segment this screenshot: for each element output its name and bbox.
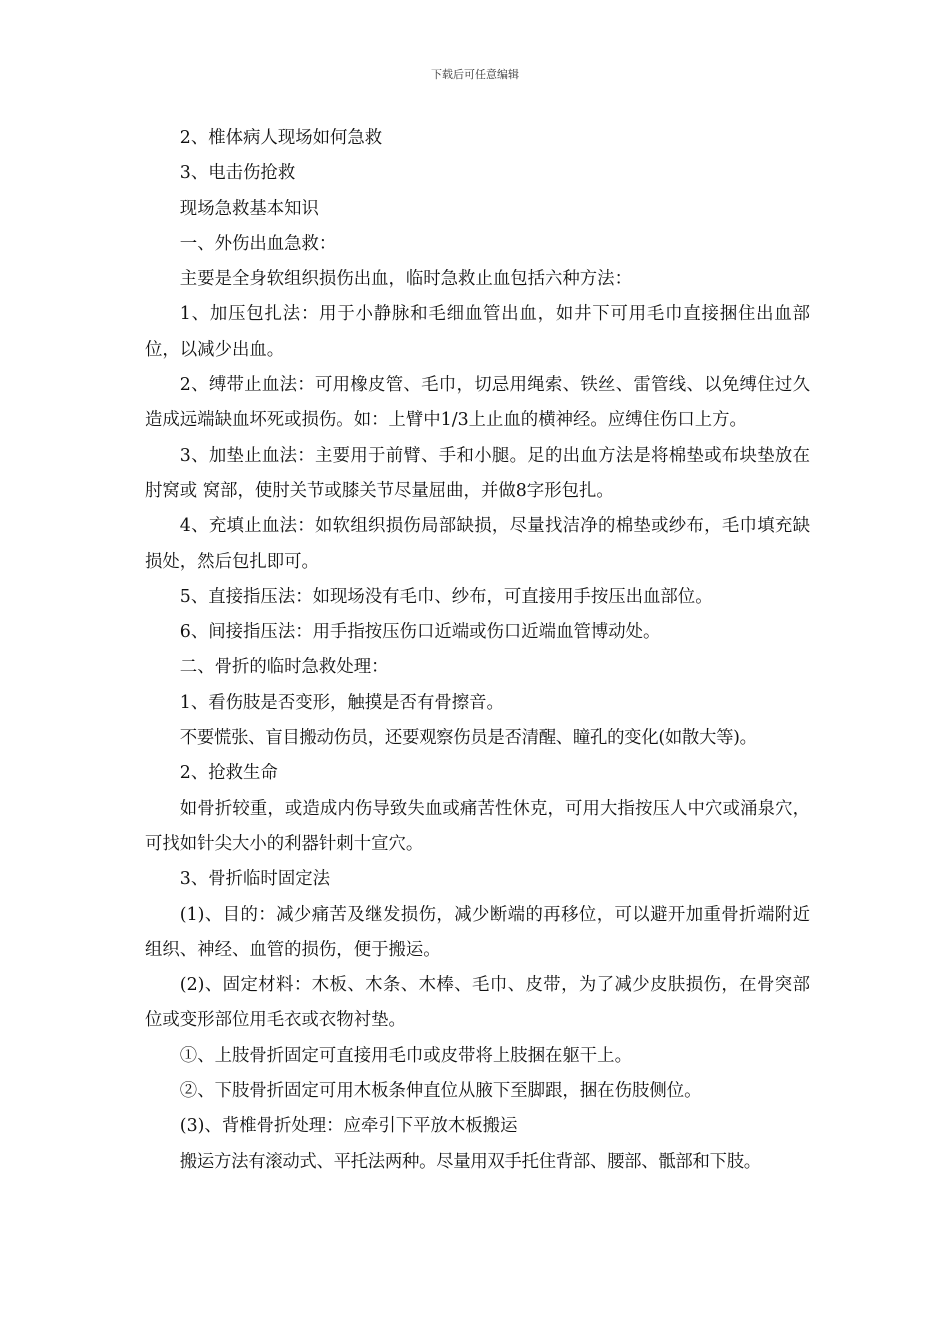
paragraph: 3、电击伤抢救 <box>179 163 296 184</box>
paragraph: ①、上肢骨折固定可直接用毛巾或皮带将上肢捆在躯干上。 <box>179 1045 632 1066</box>
paragraph: 2、抢救生命 <box>179 763 278 784</box>
paragraph: 3、加垫止血法：主要用于前臂、手和小腿。足的出血方法是将棉垫或布块垫放在肘窝或 窝部，使肘关节或膝关节尽量屈曲，并做8字形包扎。 <box>145 445 810 501</box>
paragraph: 搬运方法有滚动式、平托法两种。尽量用双手托住背部、腰部、骶部和下肢。 <box>179 1151 761 1172</box>
paragraph: (2)、固定材料：木板、木条、木棒、毛巾、皮带，为了减少皮肤损伤，在骨突部位或变形部位用毛衣或衣物衬垫。 <box>145 975 810 1031</box>
paragraph: 如骨折较重，或造成内伤导致失血或痛苦性休克，可用大指按压人中穴或涌泉穴，可找如针尖大小的利器针刺十宣穴。 <box>145 798 810 854</box>
paragraph: 1、加压包扎法：用于小静脉和毛细血管出血，如井下可用毛巾直接捆住出血部位，以减少出血。 <box>145 304 810 360</box>
page-header: 下载后可任意编辑 <box>431 68 519 81</box>
paragraph: 4、充填止血法：如软组织损伤局部缺损，尽量找洁净的棉垫或纱布，毛巾填充缺损处，然后包扎即可。 <box>145 516 810 572</box>
paragraph: 5、直接指压法：如现场没有毛巾、纱布，可直接用手按压出血部位。 <box>179 586 713 607</box>
paragraph: 主要是全身软组织损伤出血，临时急救止血包括六种方法： <box>179 269 632 290</box>
document-body <box>145 121 810 1180</box>
section-heading: 二、骨折的临时急救处理： <box>179 657 389 678</box>
paragraph: 2、缚带止血法：可用橡皮管、毛巾，切忌用绳索、铁丝、雷管线、以免缚住过久造成远端缺血坏死或损伤。如：上臂中1/3上止血的横神经。应缚住伤口上方。 <box>145 375 810 431</box>
paragraph: 2、椎体病人现场如何急救 <box>179 128 383 148</box>
paragraph: 不要慌张、盲目搬动伤员，还要观察伤员是否清醒、瞳孔的变化(如散大等)。 <box>179 728 757 749</box>
paragraph: (3)、背椎骨折处理：应牵引下平放木板搬运 <box>179 1116 518 1137</box>
paragraph: (1)、目的：减少痛苦及继发损伤，减少断端的再移位，可以避开加重骨折端附近组织、神经、血管的损伤，便于搬运。 <box>145 904 810 960</box>
paragraph: 3、骨折临时固定法 <box>179 869 330 890</box>
paragraph: 现场急救基本知识 <box>179 198 319 219</box>
paragraph: 6、间接指压法：用手指按压伤口近端或伤口近端血管博动处。 <box>179 622 661 643</box>
paragraph: 1、看伤肢是否变形，触摸是否有骨擦音。 <box>179 692 504 713</box>
section-heading: 一、外伤出血急救： <box>179 233 337 254</box>
paragraph: ②、下肢骨折固定可用木板条伸直位从腋下至脚跟，捆在伤肢侧位。 <box>179 1081 702 1102</box>
